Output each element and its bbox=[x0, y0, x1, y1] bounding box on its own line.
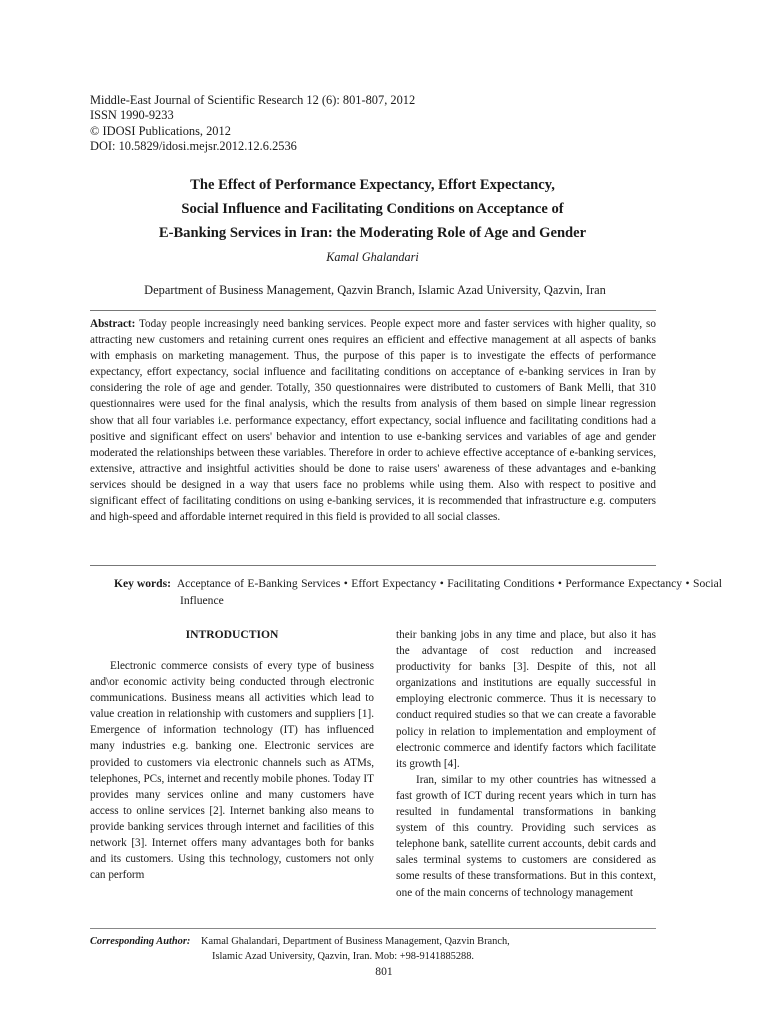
paragraph: Iran, similar to my other countries has witnessed a fast growth of ICT during recent years which in turn has resulted in fundamental transformations in banking system of this country. Providing such services as telephone bank, satellite current accounts, debit cards and sales terminal systems to customers are considered as some results of these transformations. But in this context, one of the main concerns of technology management bbox=[396, 773, 656, 899]
page-number: 801 bbox=[375, 965, 393, 978]
left-column bbox=[90, 627, 374, 883]
keywords bbox=[114, 575, 722, 609]
journal-header bbox=[90, 93, 415, 154]
title-line: The Effect of Performance Expectancy, Effort Expectancy, bbox=[190, 177, 555, 193]
footnote-line: Kamal Ghalandari, Department of Business Management, Qazvin Branch, bbox=[201, 936, 510, 947]
abstract-text: Today people increasingly need banking services. People expect more and faster services with higher quality, so attracting new customers and retaining current ones requires an efficient and effective management at all aspects of banks with emphasis on marketing management. Thus, the purpose of this paper is to investigate the effects of performance expectancy, effort expectancy, social influence and facilitating conditions on acceptance of e-banking services in Iran by considering the role of age and gender. Totally, 350 questionnaires were distributed to customers of Bank Melli, that 310 questionnaires were used for the final analysis, which the results from analysis of them based on simple linear regression show that all four variables i.e. performance expectancy, effort expectancy, social influence and facilitating conditions had a positive and significant effect on users' behavior and intention to use e-banking services and variables of age and gender moderated the relationships between these variables. Therefore in order to achieve effective acceptance of e-banking services, extensive, attractive and insightful activities should be done to raise users' awareness of these advantages and e-banking services should be designed in a way that users face no problems while using them. Also with respect to positive and significant effect of facilitating conditions on using e-banking services, it is recommended that infrastructure e.g. computers and high-speed and affordable internet required in this field is provided to all social classes. bbox=[90, 318, 656, 524]
paragraph: their banking jobs in any time and place, but also it has the advantage of cost reduction and increased productivity for banks [3]. Despite of this, not all organizations and institutions are equally successful in employing electronic commerce. Thus it is necessary to conduct required studies so that we can create a favorable policy in relation to implementation and employment of electronic commerce and identify factors which facilitate its growth [4]. bbox=[396, 629, 656, 770]
journal-doi: DOI: 10.5829/idosi.mejsr.2012.12.6.2536 bbox=[90, 138, 297, 153]
right-column bbox=[396, 627, 656, 901]
journal-citation: Middle-East Journal of Scientific Research 12 (6): 801-807, 2012 bbox=[90, 93, 416, 107]
abstract-top-rule bbox=[90, 310, 656, 311]
corresponding-author-footnote bbox=[90, 934, 656, 964]
abstract bbox=[90, 316, 656, 525]
author-name: Kamal Ghalandari bbox=[326, 250, 419, 264]
title-line: E-Banking Services in Iran: the Moderating Role of Age and Gender bbox=[158, 225, 587, 241]
footnote-line: Islamic Azad University, Qazvin, Iran. Mob: +98-9141885288. bbox=[212, 951, 475, 962]
keywords-text: Acceptance of E-Banking Services • Effort Expectancy • Facilitating Conditions • Performance Expectancy • Social Influence bbox=[176, 577, 722, 607]
journal-publisher: © IDOSI Publications, 2012 bbox=[90, 123, 231, 138]
footnote-label: Corresponding Author: bbox=[90, 936, 191, 947]
title-line: Social Influence and Facilitating Conditions on Acceptance of bbox=[181, 201, 564, 217]
abstract-label: Abstract: bbox=[90, 318, 136, 330]
journal-issn: ISSN 1990-9233 bbox=[90, 108, 174, 123]
section-heading: INTRODUCTION bbox=[185, 628, 279, 641]
paragraph: Electronic commerce consists of every type of business and\or economic activity being conducted through electronic communications. Business means all activities which lead to value creation in relationship with customers and suppliers [1]. Emergence of information technology (IT) has influenced many industries e.g. banking one. Electronic services are provided to customers via electronic channels such as ATMs, telephones, PCs, internet and recently mobile phones. Today IT provides many services online and many customers have access to online services [2]. Internet banking also means to provide banking services through internet and facilities of this network [3]. Internet offers many advantages both for banks and its customers. Using this technology, customers not only can perform bbox=[90, 660, 374, 882]
keywords-label: Key words: bbox=[114, 577, 171, 590]
footnote-rule bbox=[90, 928, 656, 929]
paper-title bbox=[80, 173, 665, 245]
abstract-bottom-rule bbox=[90, 565, 656, 566]
author-affiliation: Department of Business Management, Qazvin Branch, Islamic Azad University, Qazvin, Iran bbox=[144, 283, 606, 297]
